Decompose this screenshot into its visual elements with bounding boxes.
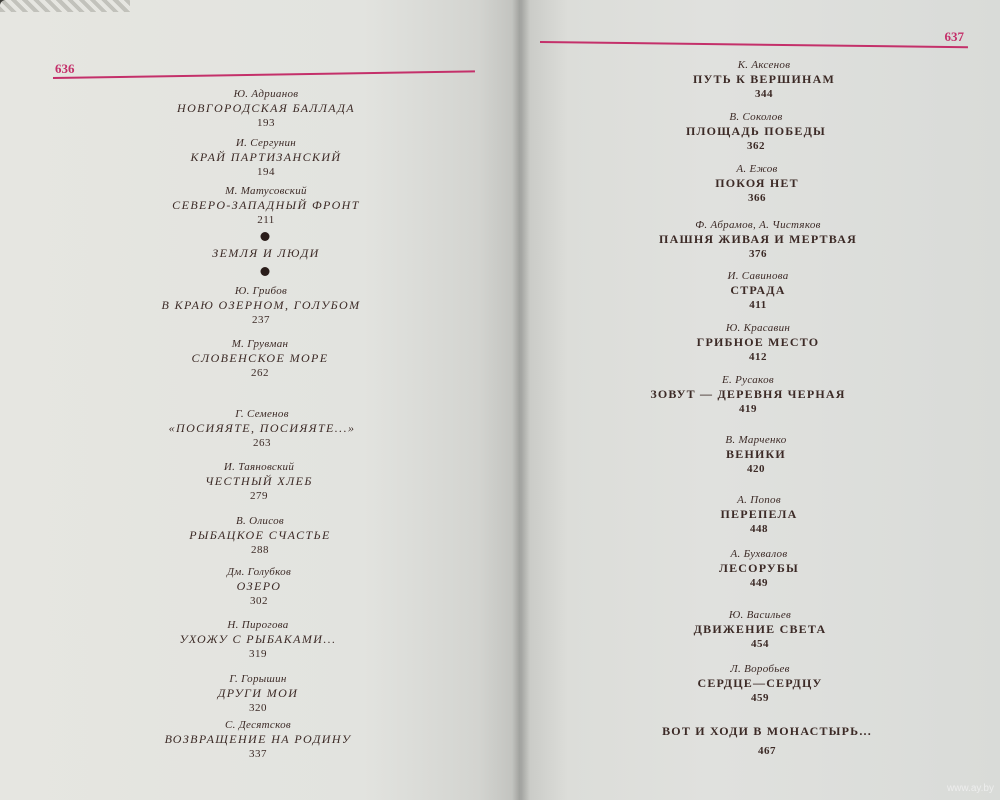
page-number: 637: [944, 29, 964, 44]
entry-author: М. Матусовский: [225, 185, 307, 197]
entry-title: ДРУГИ МОИ: [217, 686, 299, 700]
entry-author: Ю. Грибов: [234, 285, 288, 297]
background-pattern: [0, 0, 130, 12]
toc-entry: [179, 618, 336, 662]
entry-page: 237: [251, 314, 270, 326]
toc-entry: [697, 321, 820, 365]
toc-entry: [715, 162, 799, 206]
entry-page: 454: [751, 638, 769, 650]
entry-title: ВОТ И ХОДИ В МОНАСТЫРЬ...: [662, 724, 872, 738]
entry-page: 288: [251, 544, 269, 556]
page-number: 636: [55, 61, 75, 76]
entry-author: Е. Русаков: [722, 374, 774, 386]
entry-author: И. Сергунин: [235, 137, 297, 149]
entry-title: ВЕНИКИ: [726, 447, 786, 461]
toc-entry: [172, 184, 360, 228]
toc-entry: [165, 718, 352, 762]
toc-entry: [169, 407, 356, 451]
entry-title: СЛОВЕНСКОЕ МОРЕ: [191, 351, 329, 365]
entry-author: И. Таяновский: [223, 461, 295, 473]
entry-page: 467: [758, 745, 776, 757]
entry-title: ПАШНЯ ЖИВАЯ И МЕРТВАЯ: [659, 232, 857, 246]
entry-author: К. Аксенов: [737, 59, 791, 71]
right-page: [520, 0, 1000, 800]
toc-entry: [177, 87, 355, 131]
entry-page: 419: [738, 403, 757, 415]
entry-title: СЕВЕРО-ЗАПАДНЫЙ ФРОНТ: [172, 198, 360, 212]
entry-title: ПЛОЩАДЬ ПОБЕДЫ: [685, 124, 827, 138]
toc-entry: [189, 514, 331, 558]
entry-author: А. Ежов: [736, 163, 778, 175]
entry-page: 320: [249, 702, 267, 714]
toc-entry: [650, 373, 845, 417]
entry-author: Г. Семенов: [235, 408, 289, 420]
entry-author: Ю. Красавин: [725, 322, 791, 334]
toc-entry: [694, 608, 827, 652]
toc-entry: [161, 284, 360, 328]
entry-title: ЛЕСОРУБЫ: [718, 561, 800, 575]
toc-entry: [686, 110, 826, 154]
entry-page: 376: [748, 248, 767, 260]
entry-author: М. Грувман: [231, 338, 289, 350]
entry-author: И. Савинова: [727, 270, 789, 282]
entry-title: СТРАДА: [730, 283, 786, 297]
entry-page: 411: [749, 299, 767, 311]
entry-page: 449: [749, 577, 768, 589]
header-rule: [53, 70, 475, 78]
entry-title: ЗОВУТ — ДЕРЕВНЯ ЧЕРНАЯ: [650, 387, 846, 401]
entry-author: В. Соколов: [729, 111, 783, 123]
section-bullet-icon: [261, 232, 270, 241]
toc-entry: [720, 493, 797, 537]
entry-title: «ПОСИЯЯТЕ, ПОСИЯЯТЕ...»: [168, 421, 356, 435]
entry-title: ОЗЕРО: [236, 579, 282, 593]
toc-entry: [725, 433, 786, 477]
entry-page: 279: [250, 490, 268, 502]
toc-entry: [697, 662, 822, 706]
entry-page: 263: [252, 437, 271, 449]
toc-entry: [662, 724, 872, 759]
entry-page: 194: [256, 166, 275, 178]
entry-title: РЫБАЦКОЕ СЧАСТЬЕ: [189, 528, 331, 542]
entry-title: УХОЖУ С РЫБАКАМИ...: [179, 632, 337, 646]
toc-entry: [218, 672, 299, 716]
toc-entry: [227, 565, 291, 609]
entry-author: Н. Пирогова: [227, 619, 289, 631]
entry-title: В КРАЮ ОЗЕРНОМ, ГОЛУБОМ: [161, 298, 361, 312]
entry-author: С. Десятсков: [224, 719, 291, 731]
entry-page: 412: [749, 351, 767, 363]
entry-page: 319: [248, 648, 267, 660]
entry-author: Ю. Адрианов: [233, 88, 299, 100]
header-rule: [540, 41, 968, 48]
entry-page: 193: [257, 117, 275, 129]
section-title: ЗЕМЛЯ И ЛЮДИ: [212, 246, 320, 260]
entry-page: 337: [248, 748, 267, 760]
entry-page: 459: [751, 692, 769, 704]
entry-page: 362: [747, 140, 765, 152]
entry-author: Ф. Абрамов, А. Чистяков: [695, 219, 821, 231]
entry-page: 262: [251, 367, 269, 379]
section-bullet-icon: [261, 267, 270, 276]
entry-title: СЕРДЦЕ—СЕРДЦУ: [697, 676, 823, 690]
entry-title: КРАЙ ПАРТИЗАНСКИЙ: [190, 150, 342, 164]
entry-author: Г. Горышин: [229, 673, 287, 685]
entry-page: 344: [755, 88, 773, 100]
toc-entry: [659, 218, 857, 262]
entry-page: 366: [748, 192, 766, 204]
entry-author: Дм. Голубков: [226, 566, 292, 578]
entry-author: А. Попов: [737, 494, 781, 506]
entry-title: ЧЕСТНЫЙ ХЛЕБ: [205, 474, 313, 488]
entry-title: ПЕРЕПЕЛА: [720, 507, 798, 521]
entry-author: В. Марченко: [725, 434, 787, 446]
toc-entry: [191, 136, 342, 180]
entry-author: Ю. Васильев: [728, 609, 792, 621]
entry-page: 211: [257, 214, 275, 226]
toc-entry: [693, 58, 835, 102]
toc-entry: [192, 337, 329, 381]
toc-entry: [719, 547, 799, 591]
entry-author: Л. Воробьев: [730, 663, 790, 675]
toc-entry: [205, 460, 313, 504]
entry-title: ПОКОЯ НЕТ: [715, 176, 799, 190]
entry-title: ДВИЖЕНИЕ СВЕТА: [693, 622, 827, 636]
toc-entry: [727, 269, 788, 313]
entry-page: 302: [249, 595, 268, 607]
entry-author: В. Олисов: [235, 515, 285, 527]
entry-page: 448: [750, 523, 768, 535]
entry-title: ПУТЬ К ВЕРШИНАМ: [693, 72, 835, 86]
entry-page: 420: [746, 463, 765, 475]
entry-title: ВОЗВРАЩЕНИЕ НА РОДИНУ: [164, 732, 352, 746]
watermark: www.ay.by: [946, 783, 994, 794]
entry-title: ГРИБНОЕ МЕСТО: [696, 335, 820, 349]
entry-title: НОВГОРОДСКАЯ БАЛЛАДА: [177, 101, 355, 115]
entry-author: А. Бухвалов: [730, 548, 788, 560]
book-gutter: [512, 0, 530, 800]
